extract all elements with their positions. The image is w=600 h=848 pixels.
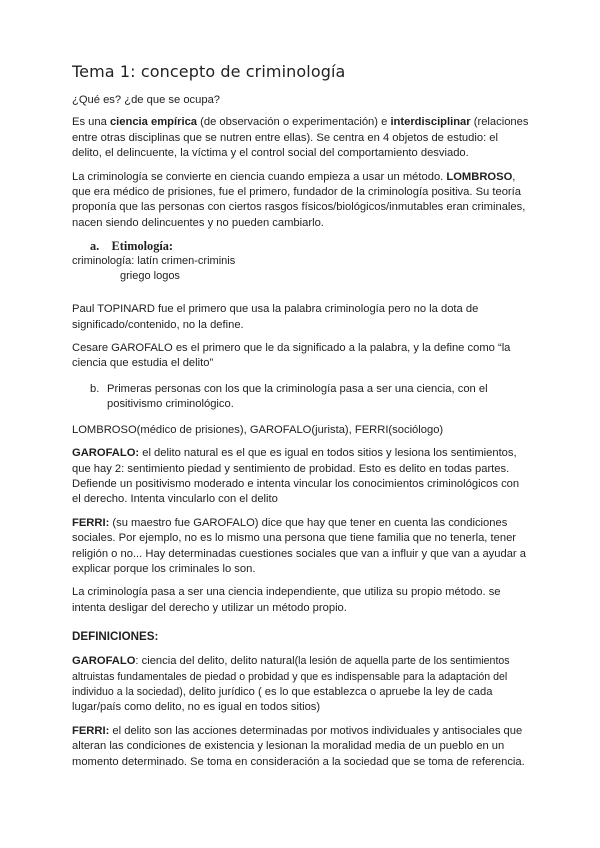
- definiciones-heading: DEFINICIONES:: [72, 630, 159, 644]
- paragraph-definition: Es una ciencia empírica (de observación o experimentación) e interdisciplinar (relaciones entre otras disciplinas que se nutren entre ellas). Se centra en 4 objetos de estudio: el delito, el delincuente, la víctima y el control social del comportamiento desviado.: [72, 116, 529, 160]
- etimologia-line-latin: criminología: latín crimen-criminis: [72, 255, 236, 268]
- paragraph-independent: La criminología pasa a ser una ciencia independiente, que utiliza su propio método. se intenta desligar del derecho y utilizar un método propio.: [72, 586, 501, 614]
- paragraph-authors: LOMBROSO(médico de prisiones), GAROFALO(jurista), FERRI(sociólogo): [72, 423, 444, 436]
- paragraph-garofalo: GAROFALO: el delito natural es el que es igual en todos sitios y lesiona los sentimientos, que hay 2: sentimiento piedad y sentimiento de probidad. Esto es delito en todas partes. Defiende un positivismo moderado e intenta vincular los conocimientos criminológicos con el derecho. Intenta vincularlo con el delito: [72, 447, 520, 506]
- paragraph-ferri: FERRI: (su maestro fue GAROFALO) dice que hay que tener en cuenta las condiciones sociales. Por ejemplo, no es lo mismo una persona que tiene familia que no tenerla, tener religión o no... Hay determinadas cuestiones sociales que van a influir y que van a ayudar a explicar porque los criminales lo son.: [72, 516, 526, 575]
- paragraph-topinard: Paul TOPINARD fue el primero que usa la palabra criminología pero no la dota de significado/contenido, no la define.: [72, 303, 479, 331]
- document-page: [72, 62, 530, 778]
- paragraph-garofalo-intro: Cesare GAROFALO es el primero que le da significado a la palabra, y la define como “la ciencia que estudia el delito”: [72, 342, 511, 370]
- definition-garofalo: GAROFALO: ciencia del delito, delito natural(la lesión de aquella parte de los sentimientos altruistas fundamentales de piedad o probidad y que es indispensable para la adaptación del individuo a la sociedad), delito jurídico ( es lo que establezca o apruebe la ley de cada lugar/país como delito, no es igual en todos sitios): [72, 655, 510, 714]
- etimologia-line-greek: griego logos: [120, 269, 180, 282]
- intro-question: ¿Qué es? ¿de que se ocupa?: [72, 94, 221, 106]
- paragraph-lombroso: La criminología se convierte en ciencia cuando empieza a usar un método. LOMBROSO, que era médico de prisiones, fue el primero, fundador de la criminología positiva. Su teoría proponía que las personas con ciertos rasgos físicos/biológicos/inmutables eran criminales, nacen siendo delincuentes y no pueden cambiarlo.: [72, 170, 526, 229]
- page-title: Tema 1: concepto de criminología: [72, 62, 346, 81]
- bold-lombroso: LOMBROSO: [446, 170, 513, 183]
- definition-ferri: FERRI: el delito son las acciones determinadas por motivos individuales y antisociales que alteran las condiciones de existencia y lesionan la moralidad media de un pueblo en un momento determinado. Se toma en consideración a la sociedad que se toma de referencia.: [72, 724, 525, 768]
- list-item-b: b. Primeras personas con los que la criminología pasa a ser una ciencia, con el positivismo criminológico.: [90, 382, 488, 411]
- etimologia-heading: a. Etimología:: [90, 239, 174, 254]
- bold-interdisciplinar: interdisciplinar: [390, 116, 471, 129]
- bold-ciencia-empirica: ciencia empírica: [109, 116, 198, 129]
